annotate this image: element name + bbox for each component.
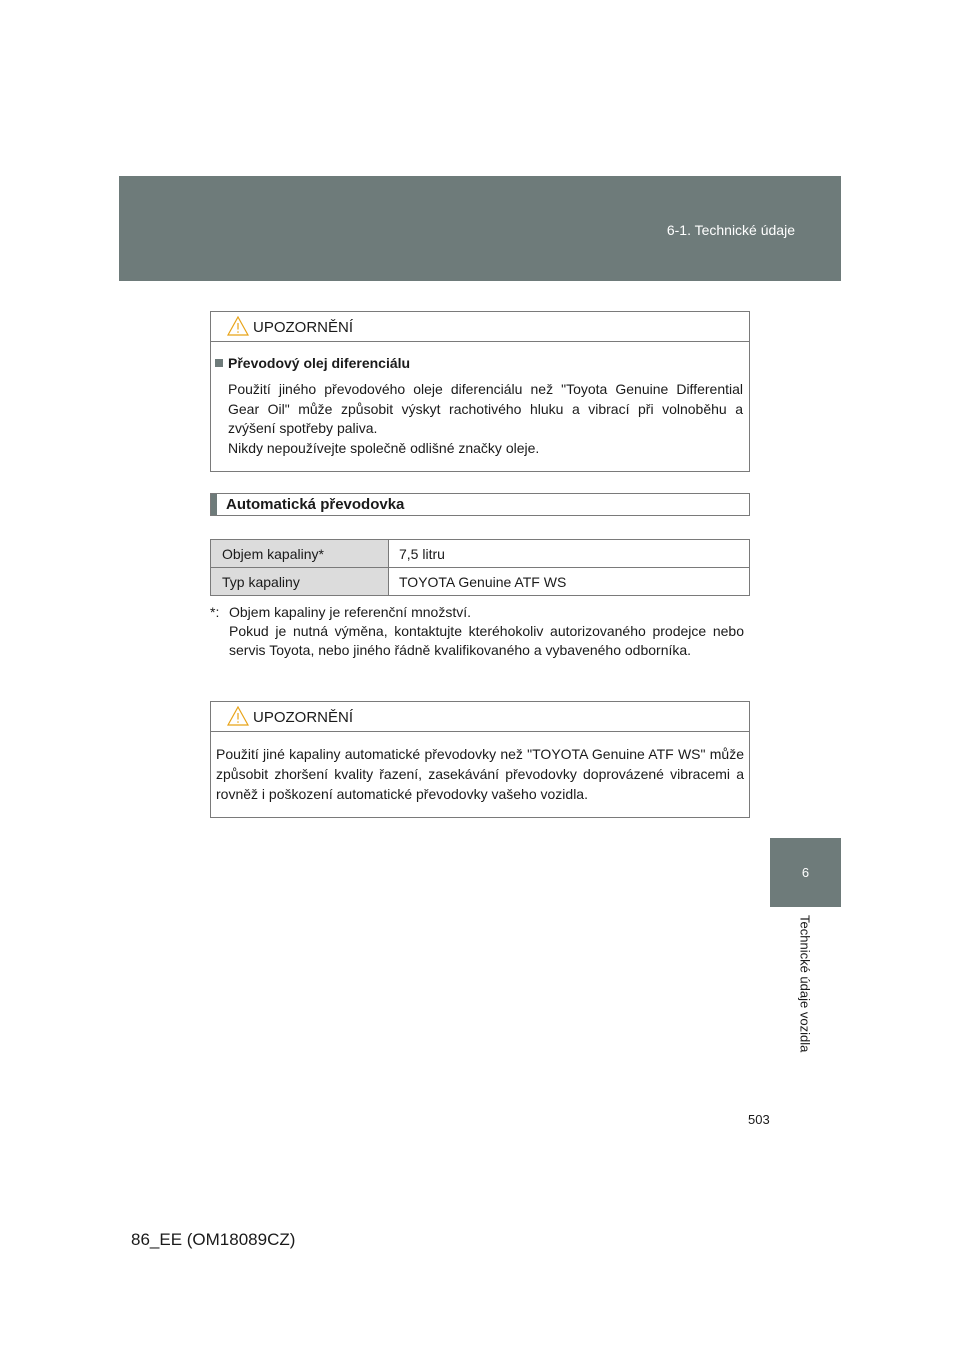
caution-box-atf (210, 701, 750, 818)
table-cell-value: 7,5 litru (389, 540, 750, 568)
table-cell-label: Typ kapaliny (211, 568, 389, 596)
caution-subheading-text: Převodový olej diferenciálu (228, 355, 411, 371)
table-cell-label: Objem kapaliny* (211, 540, 389, 568)
document-code: 86_EE (OM18089CZ) (131, 1230, 296, 1249)
table-row (211, 540, 750, 568)
chapter-tab (770, 838, 841, 907)
caution-title: UPOZORNĚNÍ (253, 709, 354, 726)
caution-body (228, 380, 743, 458)
footnote-marker: *: (210, 604, 220, 620)
warning-icon (227, 706, 249, 726)
warning-icon (227, 316, 249, 336)
page-number: 503 (748, 1112, 770, 1127)
caution-paragraph-2: Nikdy nepoužívejte společně odlišné značky oleje. (228, 439, 540, 456)
caution-paragraph: Použití jiného převodového oleje diferenciálu než "Toyota Genuine Differential Gear Oil" může způsobit výskyt rachotivého hluku a vibrací při volnoběhu a zvýšení spotřeby paliva. (228, 381, 743, 436)
caution-subheading (215, 355, 410, 371)
table-cell-value: TOYOTA Genuine ATF WS (389, 568, 750, 596)
header-band (119, 176, 841, 281)
section-title-box (210, 493, 750, 516)
footnote-line: Objem kapaliny je referenční množství. (229, 604, 471, 620)
caution-header (211, 702, 749, 732)
square-bullet-icon (215, 359, 223, 367)
section-title-bar (211, 494, 217, 515)
section-title: Automatická převodovka (226, 496, 405, 513)
section-header: 6-1. Technické údaje (666, 222, 795, 238)
footnote-body: Pokud je nutná výměna, kontaktujte kteréhokoliv autorizovaného prodejce nebo servis Toyota, nebo jiného řádně kvalifikovaného a vybaveného odborníka. (229, 623, 744, 658)
caution-title: UPOZORNĚNÍ (253, 319, 354, 336)
caution-paragraph: Použití jiné kapaliny automatické převodovky než "TOYOTA Genuine ATF WS" může způsobit zhoršení kvality řazení, zasekávání převodovky doprovázené vibracemi a rovněž i poškození automatické převodovky vašeho vozidla. (216, 746, 744, 802)
chapter-number: 6 (801, 865, 810, 880)
caution-header (211, 312, 749, 342)
table-row (211, 568, 750, 596)
chapter-side-label: Technické údaje vozidla (797, 915, 813, 1053)
caution-box-differential-oil (210, 311, 750, 472)
spec-table (210, 539, 750, 596)
